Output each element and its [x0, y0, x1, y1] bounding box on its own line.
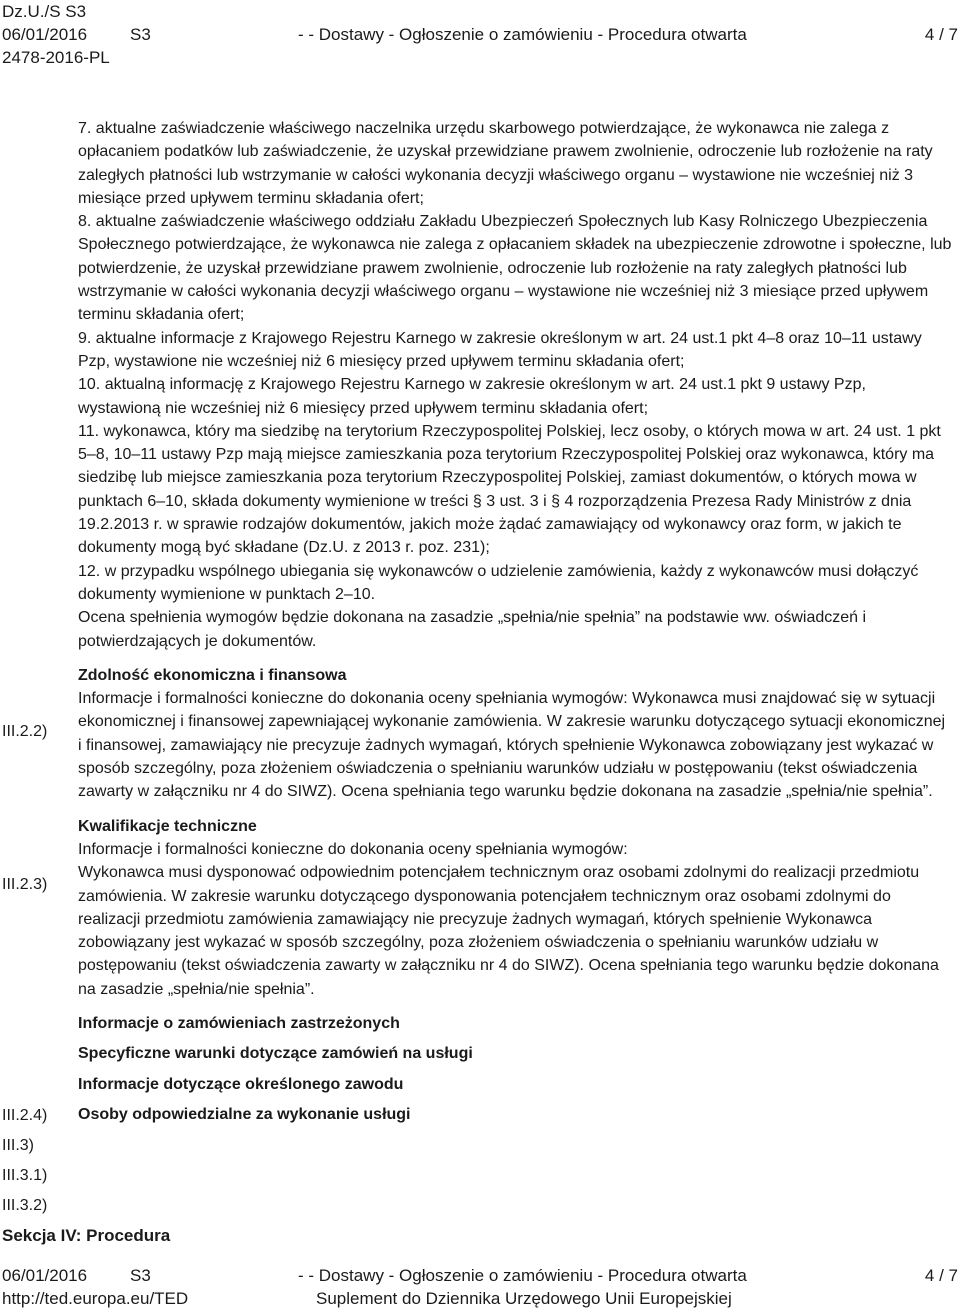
footer-issue: S3: [130, 1266, 151, 1285]
header-issue: S3: [130, 25, 151, 44]
assessment-note: Ocena spełnienia wymogów będzie dokonana na zasadzie „spełnia/nie spełnia” na podstawie ww. oświadczeń i potwierdzających je dokumentów.: [78, 609, 867, 650]
section-text-technical-detail: Wykonawca musi dysponować odpowiednim potencjałem technicznym oraz osobami zdolnymi do realizacji przedmiotu zamówienia. W zakresie warunku dotyczącego dysponowania potencjałem technicznym oraz osobami zdolnymi do realizacji przedmiotu zamówienia zamawiający nie precyzuje żadnych wymagań, których spełnienie Wykonawca zobowiązany jest wykazać w sposób szczególny, poza złożeniem oświadczenia o spełnianiu warunków udziału w postępowaniu (tekst oświadczenia zawarty w załączniku nr 4 do SIWZ). Ocena spełniania tego warunku będzie dokonana na zasadzie „spełnia/nie spełnia”.: [78, 864, 939, 998]
section-id-iii-3-1: III.3.1): [2, 1167, 48, 1184]
doc-ref: Dz.U./S S3: [2, 2, 87, 21]
footer-page: 4 / 7: [924, 1266, 958, 1285]
footer-date: 06/01/2016: [2, 1266, 88, 1285]
section-id-iii-2-2: III.2.2): [2, 723, 48, 740]
section-heading-reserved: Informacje o zamówieniach zastrzeżonych: [78, 1014, 400, 1032]
section-iv-heading: Sekcja IV: Procedura: [2, 1226, 171, 1245]
section-id-iii-3-2: III.3.2): [2, 1197, 48, 1214]
page-header: [2, 0, 958, 69]
section-heading-profession: Informacje dotyczące określonego zawodu: [78, 1075, 404, 1093]
list-item-11: 11. wykonawca, który ma siedzibę na terytorium Rzeczypospolitej Polskiej, lecz osoby, o których mowa w art. 24 ust. 1 pkt 5–8, 10–11 ustawy Pzp mają miejsce zamieszkania poza terytorium Rzeczypospolitej Polskiej oraz wykonawca, który ma siedzibę lub miejsce zamieszkania poza terytorium Rzeczypospolitej Polskiej, zamiast dokumentów, o których mowa w punktach 6–10, składa dokumenty wymienione w treści § 3 ust. 3 i § 4 rozporządzenia Prezesa Rady Ministrów z dnia 19.2.2013 r. w sprawie rodzajów dokumentów, jakich może żądać zamawiający od wykonawcy oraz form, w jakich te dokumenty mogą być składane (Dz.U. z 2013 r. poz. 231);: [78, 422, 941, 557]
section-id-iii-2-3: III.2.3): [2, 876, 48, 893]
section-heading-economic: Zdolność ekonomiczna i finansowa: [78, 666, 347, 684]
section-id-iii-2-4: III.2.4): [2, 1107, 48, 1124]
list-item-7: 7. aktualne zaświadczenie właściwego naczelnika urzędu skarbowego potwierdzające, że wykonawca nie zalega z opłacaniem podatków lub zaświadczenie, że uzyskał przewidziane prawem zwolnienie, odroczenie lub rozłożenie na raty zaległych płatności lub wstrzymanie w całości wykonania decyzji właściwego organu – wystawione nie wcześniej niż 3 miesiące przed upływem terminu składania ofert;: [78, 120, 933, 207]
header-title: - - Dostawy - Ogłoszenie o zamówieniu - Procedura otwarta: [298, 25, 747, 44]
section-id-iii-3: III.3): [2, 1137, 35, 1154]
header-date: 06/01/2016: [2, 25, 88, 44]
section-heading-responsible: Osoby odpowiedzialne za wykonanie usługi: [78, 1105, 411, 1123]
list-item-8: 8. aktualne zaświadczenie właściwego oddziału Zakładu Ubezpieczeń Społecznych lub Kasy Rolniczego Ubezpieczenia Społecznego potwierdzające, że wykonawca nie zalega z opłacaniem składek na ubezpieczenie zdrowotne i społeczne, lub potwierdzenie, że uzyskał przewidziane prawem zwolnienie, odroczenie lub rozłożenie na raty zaległych płatności lub wstrzymanie w całości wykonania decyzji właściwego organu – wystawione nie wcześniej niż 3 miesiące przed upływem terminu składania ofert;: [78, 213, 952, 324]
page-footer: [2, 1264, 958, 1310]
footer-url[interactable]: http://ted.europa.eu/TED: [2, 1289, 189, 1308]
section-heading-technical: Kwalifikacje techniczne: [78, 817, 257, 835]
document-body: [78, 117, 952, 1126]
list-item-12: 12. w przypadku wspólnego ubiegania się wykonawców o udzielenie zamówienia, każdy z wykonawców musi dołączyć dokumenty wymienione w punktach 2–10.: [78, 562, 919, 603]
section-text-economic: Informacje i formalności konieczne do dokonania oceny spełniania wymogów: Wykonawca musi znajdować się w sytuacji ekonomicznej i finansowej zapewniającej wykonanie zamówienia. W zakresie warunku dotyczącego sytuacji ekonomicznej i finansowej, zamawiający nie precyzuje żadnych wymagań, których spełnienie Wykonawca zobowiązany jest wykazać w sposób szczególny, poza złożeniem oświadczenia o spełnianiu warunków udziału w postępowaniu (tekst oświadczenia zawarty w załączniku nr 4 do SIWZ). Ocena spełniania tego warunku będzie dokonana na zasadzie „spełnia/nie spełnia”.: [78, 690, 946, 801]
header-page: 4 / 7: [924, 25, 958, 44]
list-item-10: 10. aktualną informację z Krajowego Rejestru Karnego w zakresie określonym w art. 24 ust.1 pkt 9 ustawy Pzp, wystawioną nie wcześniej niż 6 miesięcy przed upływem terminu składania ofert;: [78, 376, 866, 417]
section-text-technical: Informacje i formalności konieczne do dokonania oceny spełniania wymogów:: [78, 840, 628, 858]
section-heading-services: Specyficzne warunki dotyczące zamówień na usługi: [78, 1045, 473, 1063]
footer-supplement: Suplement do Dziennika Urzędowego Unii Europejskiej: [316, 1289, 732, 1308]
list-item-9: 9. aktualne informacje z Krajowego Rejestru Karnego w zakresie określonym w art. 24 ust.1 pkt 4–8 oraz 10–11 ustawy Pzp, wystawione nie wcześniej niż 6 miesięcy przed upływem terminu składania ofert;: [78, 329, 922, 370]
footer-title: - - Dostawy - Ogłoszenie o zamówieniu - Procedura otwarta: [298, 1266, 747, 1285]
notice-id: 2478-2016-PL: [2, 48, 110, 67]
